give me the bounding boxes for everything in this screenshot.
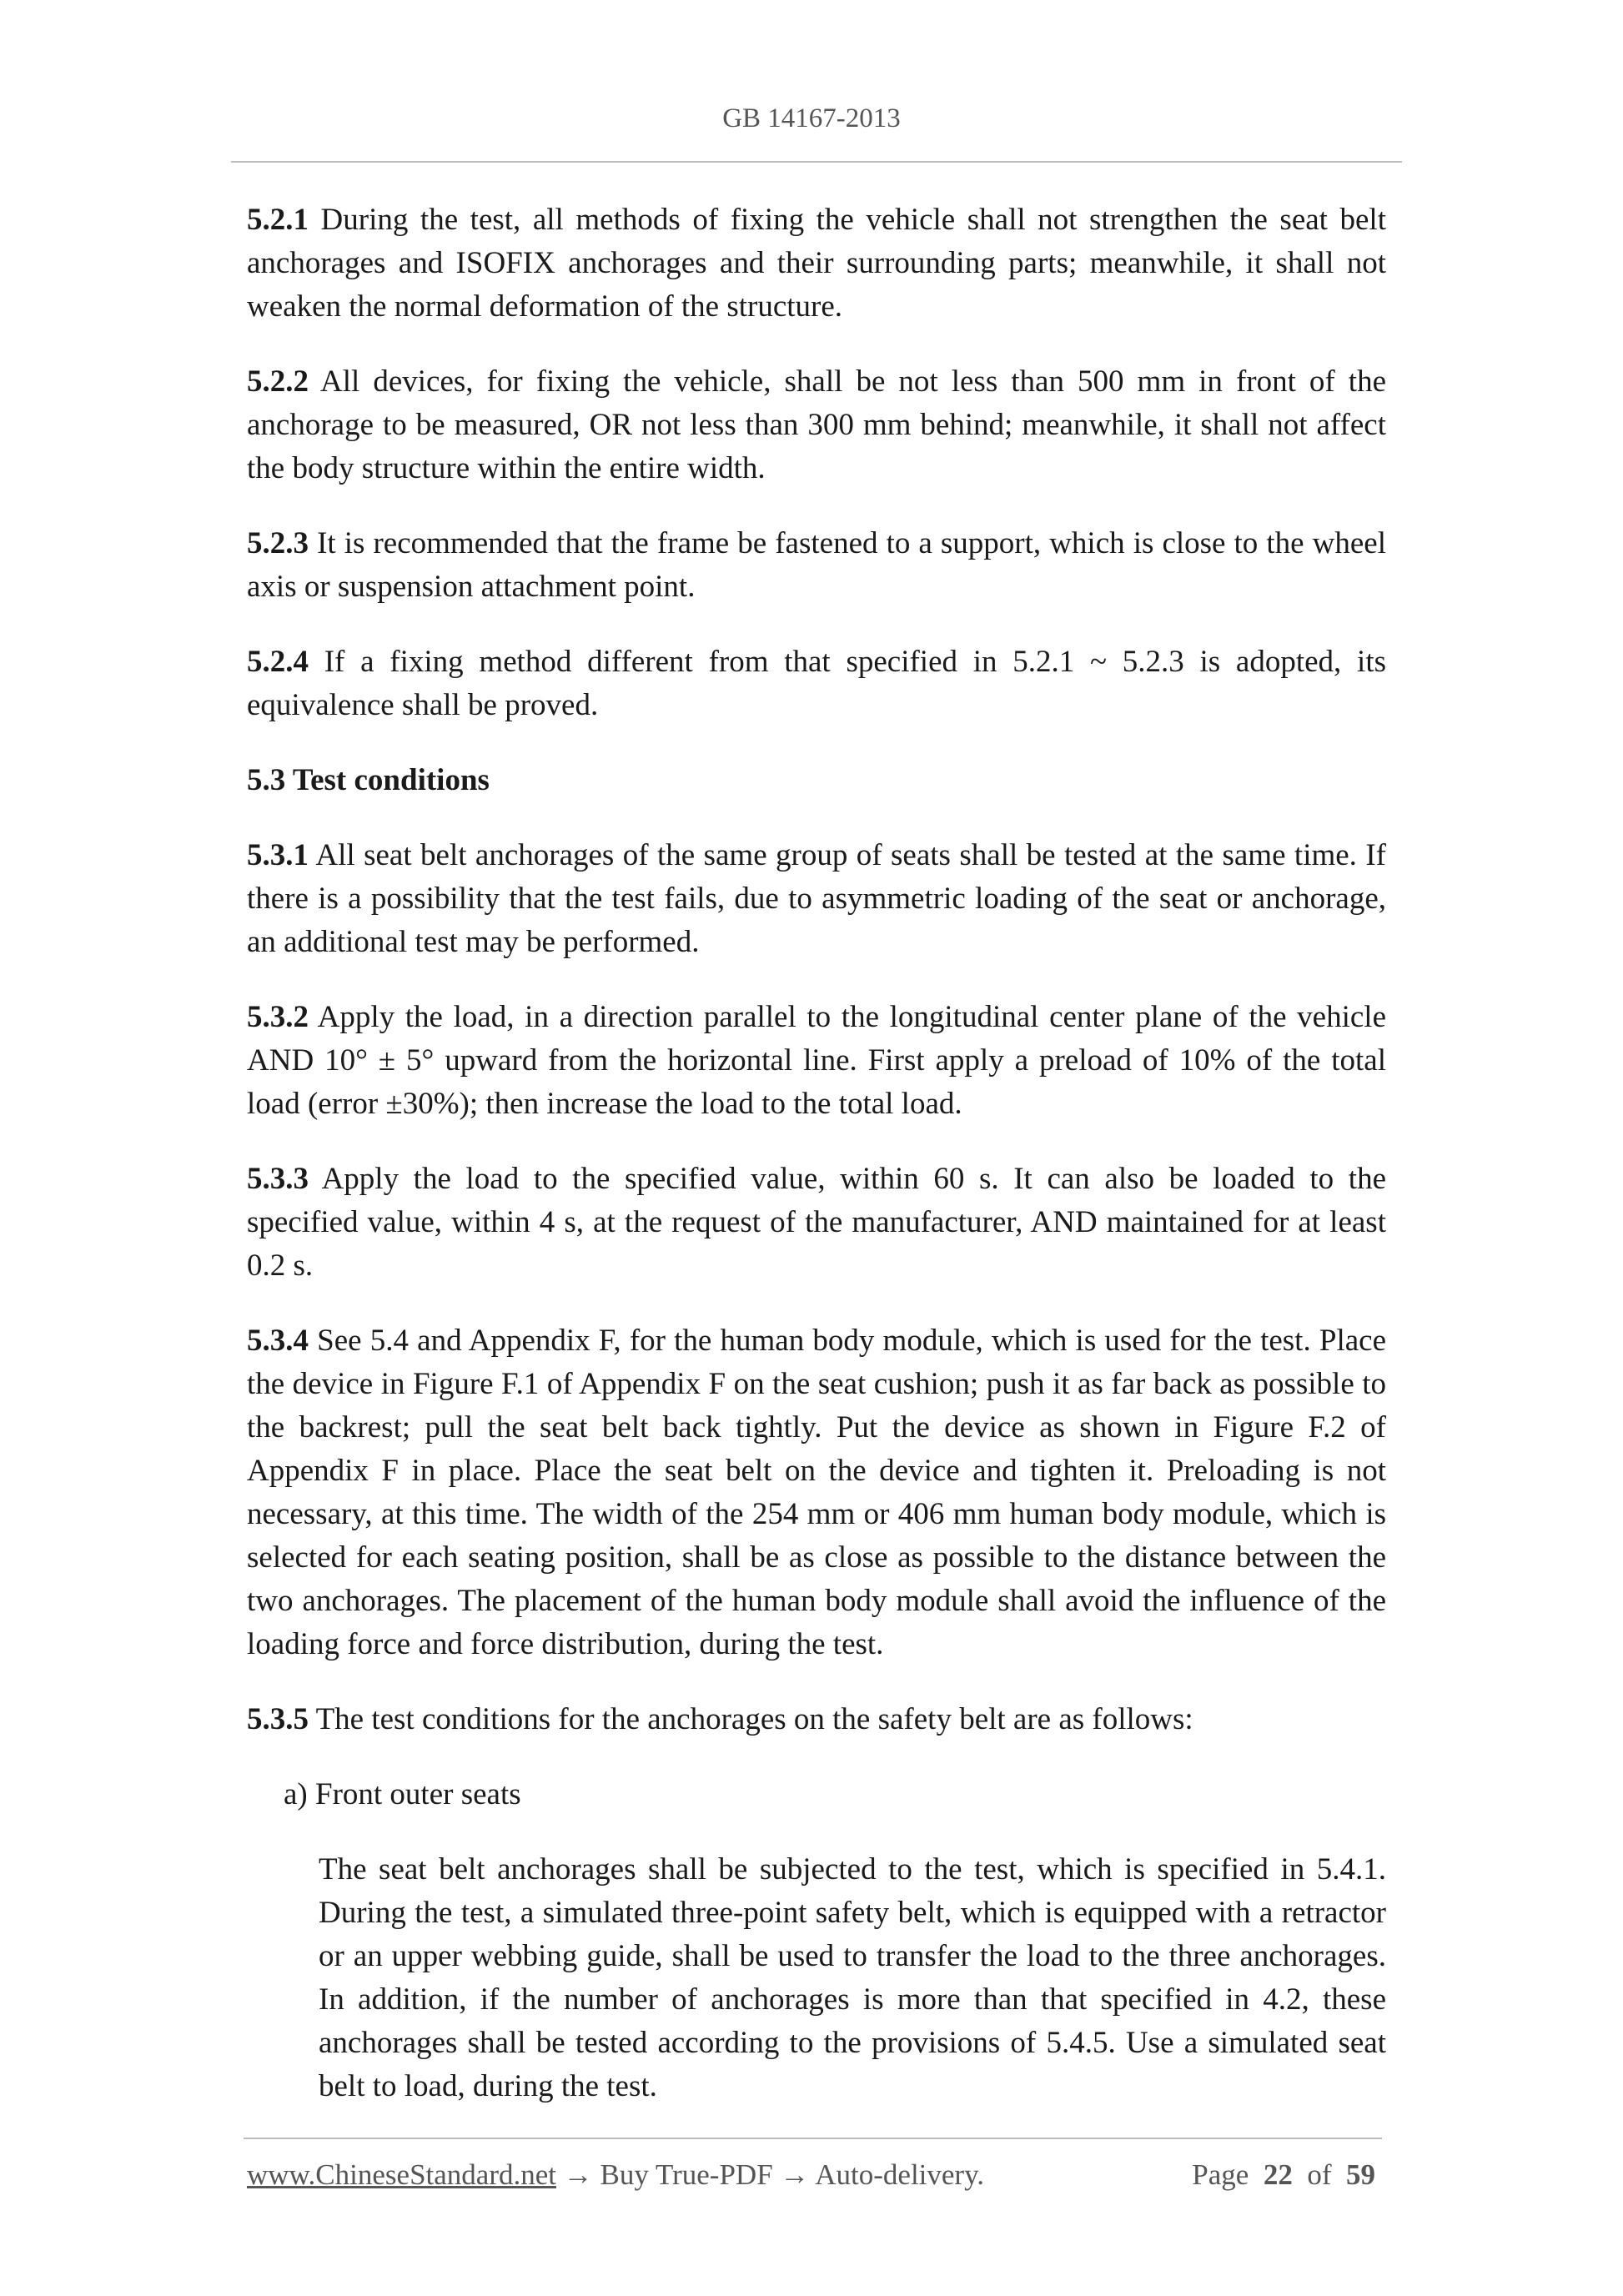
clause-text: All seat belt anchorages of the same group of seats shall be tested at the same time. If there is a possibility that the test fails, due to asymmetric loading of the seat or anchorage, an additional test may be performed. [247,838,1386,959]
clause-5-2-4 [247,641,1386,727]
clause-text: Apply the load, in a direction parallel to the longitudinal center plane of the vehicle AND 10° ± 5° upward from the horizontal line. First apply a preload of 10% of the total load (error ±30%); then increase the load to the total load. [247,1000,1386,1121]
header-divider [231,161,1402,163]
clause-number: 5.2.4 [247,645,309,679]
clause-number: 5.3.3 [247,1162,309,1196]
document-header-title: GB 14167-2013 [722,103,901,133]
item-a-text: The seat belt anchorages shall be subjected to the test, which is specified in 5.4.1. During the test, a simulated three-point safety belt, which is equipped with a retractor or an upper webbing guide, shall be used to transfer the load to the three anchorages. In addition, if the number of anchorages is more than that specified in 4.2, these anchorages shall be tested according to the provisions of 5.4.5. Use a simulated seat belt to load, during the test. [319,1852,1386,2103]
clause-number: 5.3.5 [247,1702,309,1736]
clause-5-3-2 [247,996,1386,1126]
page-label: Page [1192,2158,1249,2191]
section-heading-5-3: 5.3 Test conditions [247,763,490,797]
website-link[interactable]: www.ChineseStandard.net [247,2158,556,2191]
auto-delivery-text: Auto-delivery. [815,2158,985,2191]
footer-links [247,2158,984,2192]
clause-text: The test conditions for the anchorages on the safety belt are as follows: [309,1702,1193,1736]
document-body [247,198,1386,2108]
clause-number: 5.3.2 [247,1000,309,1034]
arrow-right-icon: → [556,2158,600,2191]
clause-5-3-4 [247,1319,1386,1666]
clause-number: 5.2.1 [247,203,309,237]
item-a-label: a) Front outer seats [284,1777,521,1811]
total-pages: 59 [1346,2158,1375,2191]
footer-divider [244,2138,1382,2139]
clause-5-2-3 [247,522,1386,609]
clause-number: 5.3.4 [247,1324,309,1358]
clause-number: 5.2.3 [247,526,309,560]
clause-5-3-5 [247,1698,1386,1741]
clause-5-3-3 [247,1158,1386,1288]
clause-text: If a fixing method different from that specified in 5.2.1 ~ 5.2.3 is adopted, its equivalence shall be proved. [247,645,1386,722]
of-label: of [1307,2158,1332,2191]
clause-5-3-1 [247,834,1386,964]
clause-5-2-1 [247,198,1386,329]
page-indicator [1192,2158,1375,2192]
clause-5-2-2 [247,360,1386,490]
arrow-right-icon: → [772,2158,816,2191]
page-number: 22 [1263,2158,1293,2191]
clause-text: All devices, for fixing the vehicle, shall be not less than 500 mm in front of the anchorage to be measured, OR not less than 300 mm behind; meanwhile, it shall not affect the body structure within the entire width. [247,364,1386,485]
buy-true-pdf-link: Buy True-PDF [600,2158,773,2191]
clause-text: During the test, all methods of fixing the vehicle shall not strengthen the seat belt anchorages and ISOFIX anchorages and their surrounding parts; meanwhile, it shall not weaken the normal deformation of the structure. [247,203,1386,324]
clause-text: Apply the load to the specified value, within 60 s. It can also be loaded to the specified value, within 4 s, at the request of the manufacturer, AND maintained for at least 0.2 s. [247,1162,1386,1283]
clause-text: See 5.4 and Appendix F, for the human body module, which is used for the test. Place the device in Figure F.1 of Appendix F on the seat cushion; push it as far back as possible to the backrest; pull the seat belt back tightly. Put the device as shown in Figure F.2 of Appendix F in place. Place the seat belt on the device and tighten it. Preloading is not necessary, at this time. The width of the 254 mm or 406 mm human body module, which is selected for each seating position, shall be as close as possible to the distance between the two anchorages. The placement of the human body module shall avoid the influence of the loading force and force distribution, during the test. [247,1324,1386,1661]
clause-text: It is recommended that the frame be fastened to a support, which is close to the wheel axis or suspension attachment point. [247,526,1386,604]
clause-number: 5.3.1 [247,838,309,872]
clause-number: 5.2.2 [247,364,309,399]
